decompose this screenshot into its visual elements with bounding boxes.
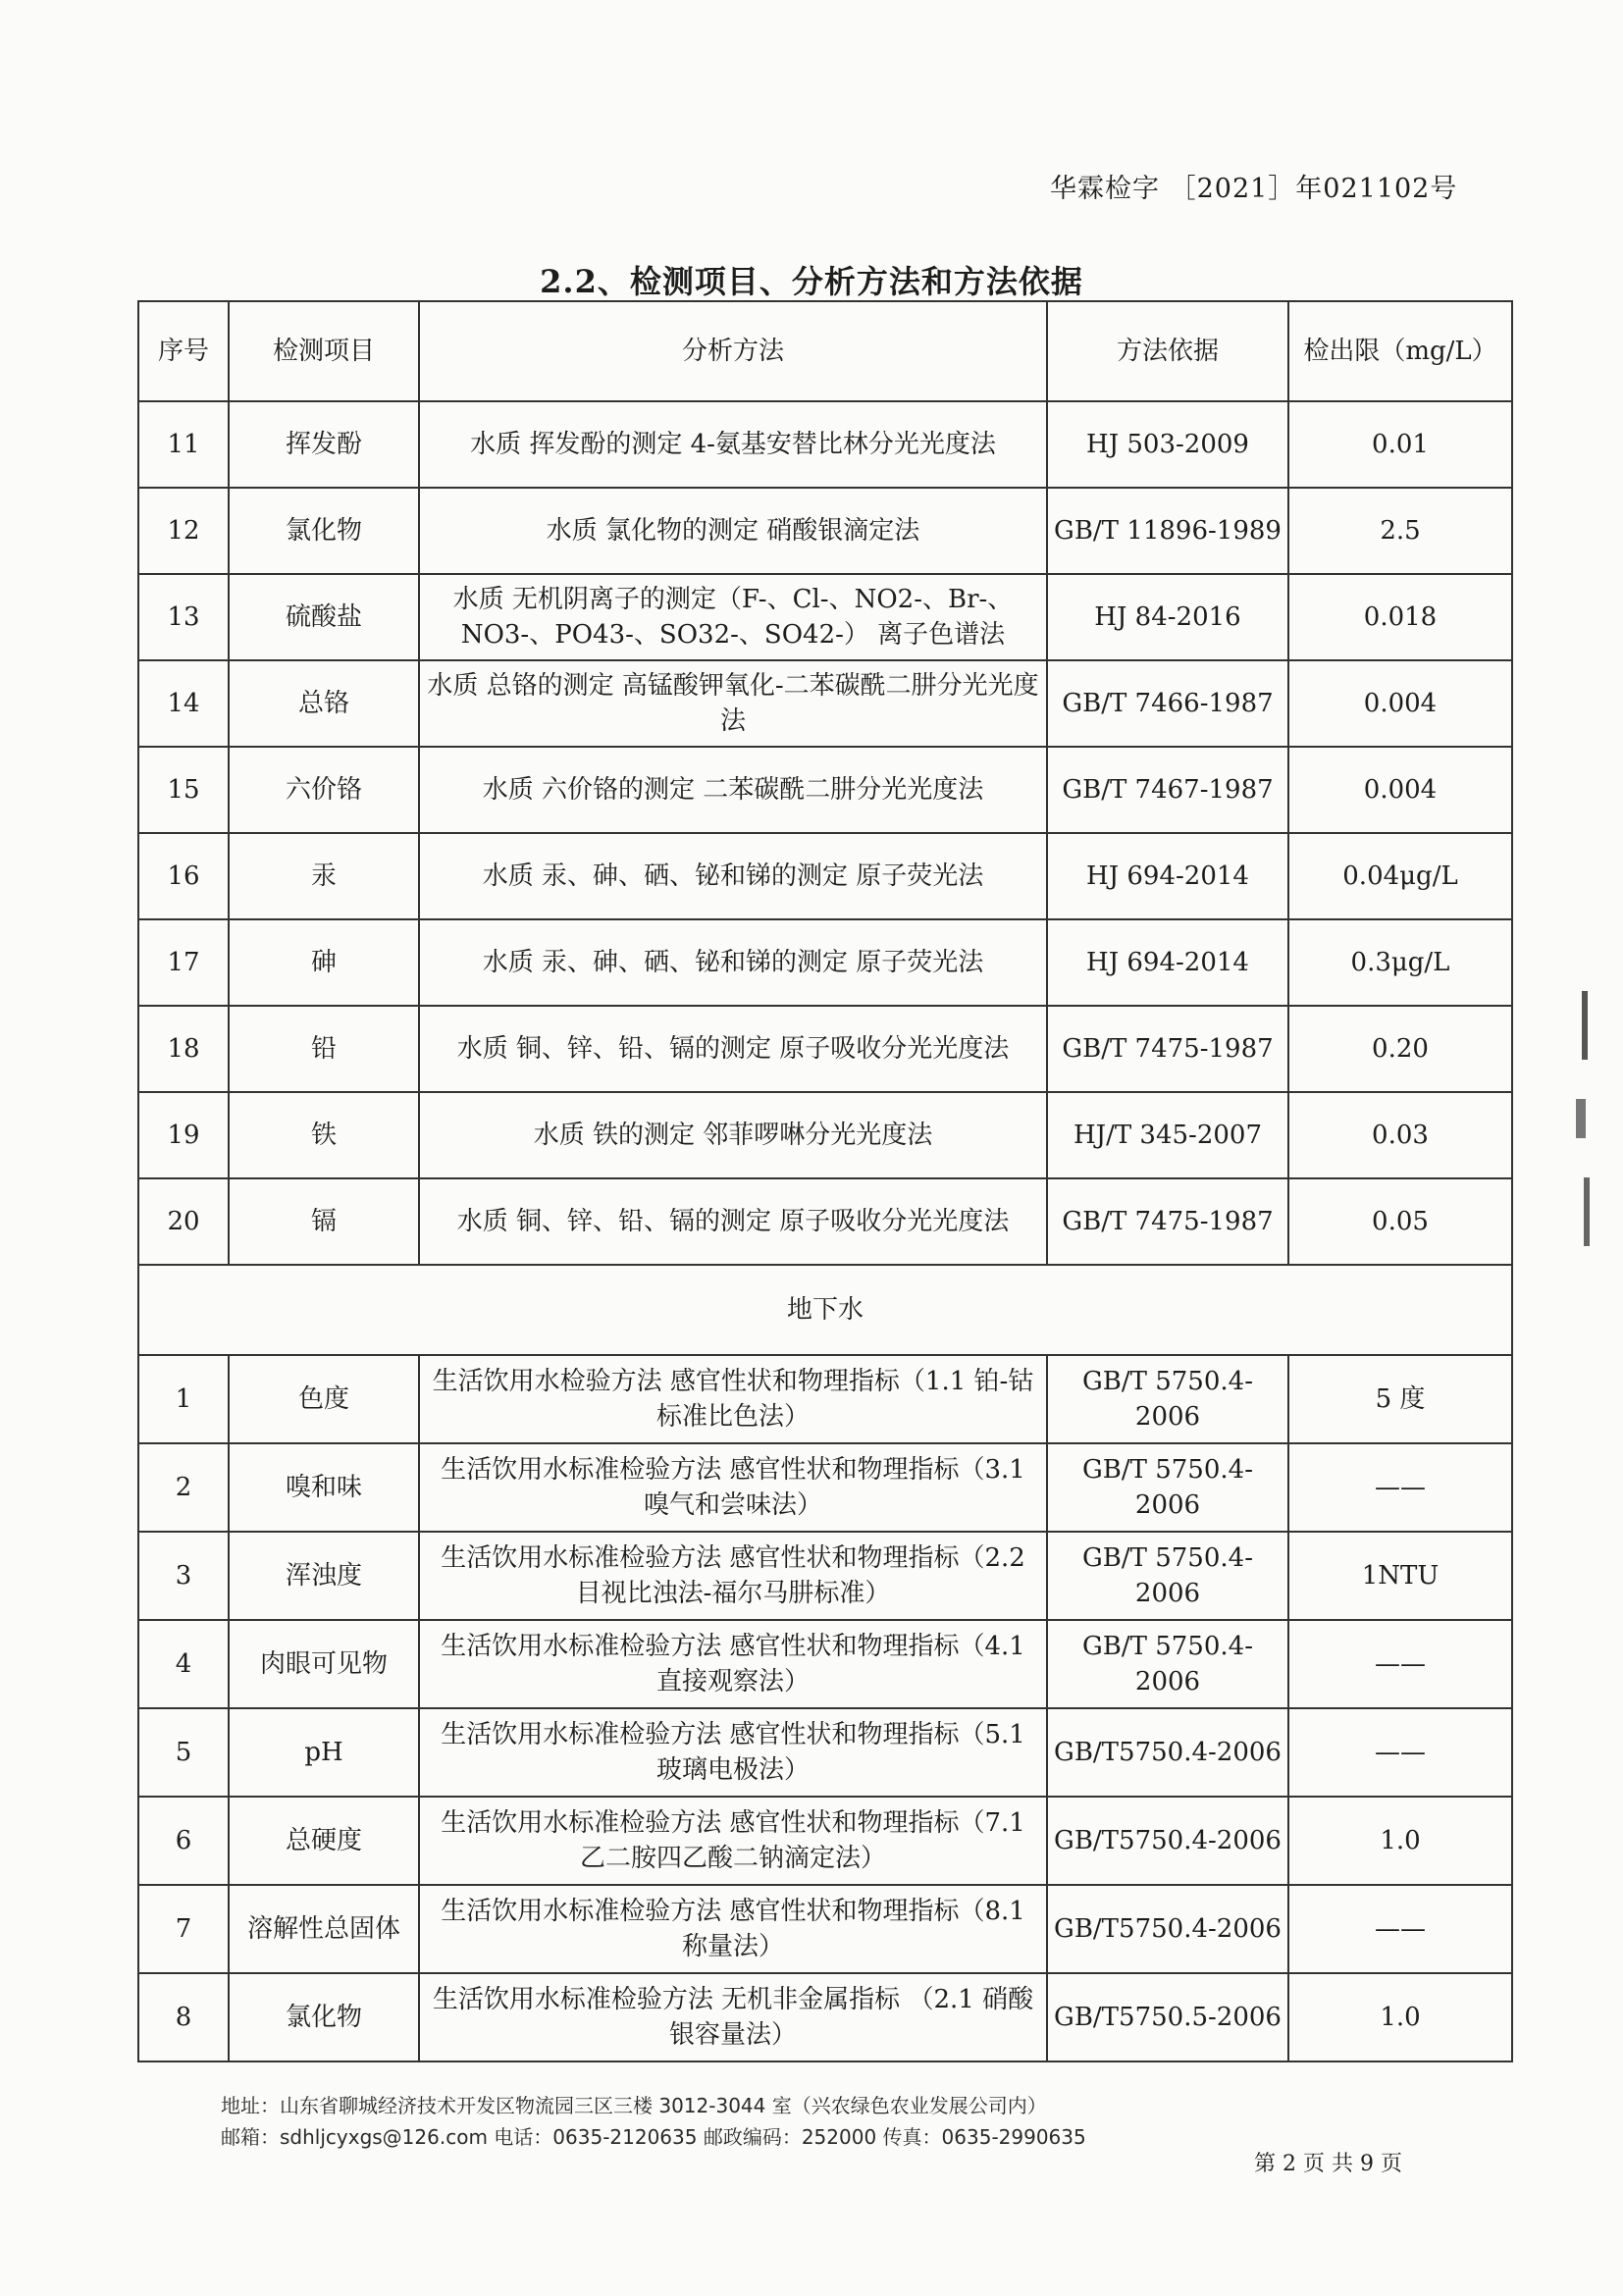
cell-method: 生活饮用水检验方法 感官性状和物理指标（1.1 铂-钴标准比色法） bbox=[419, 1355, 1047, 1443]
table-row bbox=[138, 488, 1512, 574]
footer-contact: 邮箱：sdhljcyxgs@126.com 电话：0635-2120635 邮政编码：252000 传真：0635-2990635 bbox=[221, 2125, 1086, 2149]
cell-item: 汞 bbox=[229, 833, 419, 919]
table-row bbox=[138, 1708, 1512, 1797]
table-row bbox=[138, 401, 1512, 488]
table-row bbox=[138, 1973, 1512, 2061]
cell-no: 15 bbox=[138, 747, 229, 833]
cell-method: 水质 铜、锌、铅、镉的测定 原子吸收分光光度法 bbox=[419, 1006, 1047, 1092]
header-basis: 方法依据 bbox=[1047, 301, 1288, 401]
cell-item: 镉 bbox=[229, 1178, 419, 1265]
footer bbox=[221, 2090, 1086, 2153]
report-number: 华霖检字 ［2021］年021102号 bbox=[1050, 174, 1458, 204]
cell-basis: HJ 84-2016 bbox=[1047, 574, 1288, 660]
cell-no: 14 bbox=[138, 660, 229, 747]
cell-limit: 0.004 bbox=[1288, 747, 1512, 833]
cell-limit: 0.3μg/L bbox=[1288, 919, 1512, 1006]
cell-item: 氯化物 bbox=[229, 488, 419, 574]
table-row bbox=[138, 1620, 1512, 1708]
cell-item: 氯化物 bbox=[229, 1973, 419, 2061]
table-row bbox=[138, 919, 1512, 1006]
cell-item: 挥发酚 bbox=[229, 401, 419, 488]
cell-method: 水质 总铬的测定 高锰酸钾氧化-二苯碳酰二肼分光光度法 bbox=[419, 660, 1047, 747]
cell-item: 嗅和味 bbox=[229, 1443, 419, 1532]
table-row bbox=[138, 660, 1512, 747]
cell-limit: 0.01 bbox=[1288, 401, 1512, 488]
cell-no: 4 bbox=[138, 1620, 229, 1708]
cell-item: 浑浊度 bbox=[229, 1532, 419, 1620]
cell-basis: GB/T 5750.4-2006 bbox=[1047, 1620, 1288, 1708]
cell-basis: GB/T 7467-1987 bbox=[1047, 747, 1288, 833]
cell-limit: 0.004 bbox=[1288, 660, 1512, 747]
cell-item: 砷 bbox=[229, 919, 419, 1006]
cell-method: 生活饮用水标准检验方法 感官性状和物理指标（7.1 乙二胺四乙酸二钠滴定法） bbox=[419, 1797, 1047, 1885]
cell-basis: GB/T 11896-1989 bbox=[1047, 488, 1288, 574]
cell-limit: 2.5 bbox=[1288, 488, 1512, 574]
table-header-row bbox=[138, 301, 1512, 401]
cell-limit: 0.05 bbox=[1288, 1178, 1512, 1265]
table-row bbox=[138, 1178, 1512, 1265]
cell-method: 水质 挥发酚的测定 4-氨基安替比林分光光度法 bbox=[419, 401, 1047, 488]
cell-limit: 0.20 bbox=[1288, 1006, 1512, 1092]
header-item: 检测项目 bbox=[229, 301, 419, 401]
page-number: 第 2 页 共 9 页 bbox=[1254, 2152, 1402, 2176]
cell-basis: GB/T5750.4-2006 bbox=[1047, 1885, 1288, 1973]
cell-method: 生活饮用水标准检验方法 感官性状和物理指标（5.1 玻璃电极法） bbox=[419, 1708, 1047, 1797]
cell-limit: 0.04μg/L bbox=[1288, 833, 1512, 919]
table-row bbox=[138, 1885, 1512, 1973]
cell-no: 12 bbox=[138, 488, 229, 574]
cell-no: 19 bbox=[138, 1092, 229, 1178]
cell-no: 3 bbox=[138, 1532, 229, 1620]
cell-basis: GB/T5750.5-2006 bbox=[1047, 1973, 1288, 2061]
cell-item: 硫酸盐 bbox=[229, 574, 419, 660]
cell-method: 水质 无机阴离子的测定（F-、Cl-、NO2-、Br-、NO3-、PO43-、SO32-、SO42-） 离子色谱法 bbox=[419, 574, 1047, 660]
cell-no: 18 bbox=[138, 1006, 229, 1092]
group-label: 地下水 bbox=[138, 1265, 1512, 1355]
group-row-groundwater bbox=[138, 1265, 1512, 1355]
cell-no: 2 bbox=[138, 1443, 229, 1532]
cell-no: 6 bbox=[138, 1797, 229, 1885]
cell-basis: HJ 503-2009 bbox=[1047, 401, 1288, 488]
footer-address: 地址：山东省聊城经济技术开发区物流园三区三楼 3012-3044 室（兴农绿色农业发展公司内） bbox=[221, 2094, 1047, 2117]
cell-no: 1 bbox=[138, 1355, 229, 1443]
cell-limit: 0.018 bbox=[1288, 574, 1512, 660]
cell-limit: 0.03 bbox=[1288, 1092, 1512, 1178]
cell-no: 11 bbox=[138, 401, 229, 488]
cell-item: 溶解性总固体 bbox=[229, 1885, 419, 1973]
section-title: 2.2、检测项目、分析方法和方法依据 bbox=[540, 263, 1083, 300]
cell-method: 水质 氯化物的测定 硝酸银滴定法 bbox=[419, 488, 1047, 574]
table-row bbox=[138, 1797, 1512, 1885]
cell-item: 六价铬 bbox=[229, 747, 419, 833]
cell-item: 肉眼可见物 bbox=[229, 1620, 419, 1708]
cell-method: 生活饮用水标准检验方法 无机非金属指标 （2.1 硝酸银容量法） bbox=[419, 1973, 1047, 2061]
cell-method: 水质 汞、砷、硒、铋和锑的测定 原子荧光法 bbox=[419, 919, 1047, 1006]
cell-no: 13 bbox=[138, 574, 229, 660]
cell-basis: GB/T5750.4-2006 bbox=[1047, 1797, 1288, 1885]
table-row bbox=[138, 1443, 1512, 1532]
cell-no: 8 bbox=[138, 1973, 229, 2061]
table-row bbox=[138, 833, 1512, 919]
cell-method: 生活饮用水标准检验方法 感官性状和物理指标（3.1 嗅气和尝味法） bbox=[419, 1443, 1047, 1532]
cell-basis: GB/T 7475-1987 bbox=[1047, 1006, 1288, 1092]
cell-method: 水质 铁的测定 邻菲啰啉分光光度法 bbox=[419, 1092, 1047, 1178]
scan-edge-mark bbox=[1564, 981, 1603, 1276]
cell-basis: HJ 694-2014 bbox=[1047, 919, 1288, 1006]
cell-limit: 1.0 bbox=[1288, 1797, 1512, 1885]
cell-limit: —— bbox=[1288, 1885, 1512, 1973]
cell-item: 总铬 bbox=[229, 660, 419, 747]
cell-basis: HJ/T 345-2007 bbox=[1047, 1092, 1288, 1178]
cell-limit: 5 度 bbox=[1288, 1355, 1512, 1443]
cell-method: 生活饮用水标准检验方法 感官性状和物理指标（8.1 称量法） bbox=[419, 1885, 1047, 1973]
header-no: 序号 bbox=[138, 301, 229, 401]
cell-method: 生活饮用水标准检验方法 感官性状和物理指标（4.1 直接观察法） bbox=[419, 1620, 1047, 1708]
cell-basis: GB/T 5750.4-2006 bbox=[1047, 1355, 1288, 1443]
cell-basis: GB/T 7475-1987 bbox=[1047, 1178, 1288, 1265]
table-row bbox=[138, 1092, 1512, 1178]
cell-item: 色度 bbox=[229, 1355, 419, 1443]
cell-item: pH bbox=[229, 1708, 419, 1797]
cell-limit: —— bbox=[1288, 1708, 1512, 1797]
cell-basis: GB/T 5750.4-2006 bbox=[1047, 1532, 1288, 1620]
cell-method: 生活饮用水标准检验方法 感官性状和物理指标（2.2 目视比浊法-福尔马肼标准） bbox=[419, 1532, 1047, 1620]
header-limit: 检出限（mg/L） bbox=[1288, 301, 1512, 401]
cell-no: 16 bbox=[138, 833, 229, 919]
table-row bbox=[138, 747, 1512, 833]
cell-basis: GB/T5750.4-2006 bbox=[1047, 1708, 1288, 1797]
cell-method: 水质 汞、砷、硒、铋和锑的测定 原子荧光法 bbox=[419, 833, 1047, 919]
cell-item: 总硬度 bbox=[229, 1797, 419, 1885]
cell-method: 水质 六价铬的测定 二苯碳酰二肼分光光度法 bbox=[419, 747, 1047, 833]
cell-method: 水质 铜、锌、铅、镉的测定 原子吸收分光光度法 bbox=[419, 1178, 1047, 1265]
cell-limit: 1NTU bbox=[1288, 1532, 1512, 1620]
cell-no: 5 bbox=[138, 1708, 229, 1797]
cell-limit: —— bbox=[1288, 1443, 1512, 1532]
cell-limit: —— bbox=[1288, 1620, 1512, 1708]
cell-item: 铁 bbox=[229, 1092, 419, 1178]
cell-basis: GB/T 7466-1987 bbox=[1047, 660, 1288, 747]
cell-no: 20 bbox=[138, 1178, 229, 1265]
cell-limit: 1.0 bbox=[1288, 1973, 1512, 2061]
header-method: 分析方法 bbox=[419, 301, 1047, 401]
cell-item: 铅 bbox=[229, 1006, 419, 1092]
table-row bbox=[138, 1532, 1512, 1620]
cell-no: 17 bbox=[138, 919, 229, 1006]
table-row bbox=[138, 1355, 1512, 1443]
cell-basis: HJ 694-2014 bbox=[1047, 833, 1288, 919]
cell-basis: GB/T 5750.4-2006 bbox=[1047, 1443, 1288, 1532]
cell-no: 7 bbox=[138, 1885, 229, 1973]
table-row bbox=[138, 1006, 1512, 1092]
methods-table bbox=[137, 300, 1513, 2062]
table-row bbox=[138, 574, 1512, 660]
